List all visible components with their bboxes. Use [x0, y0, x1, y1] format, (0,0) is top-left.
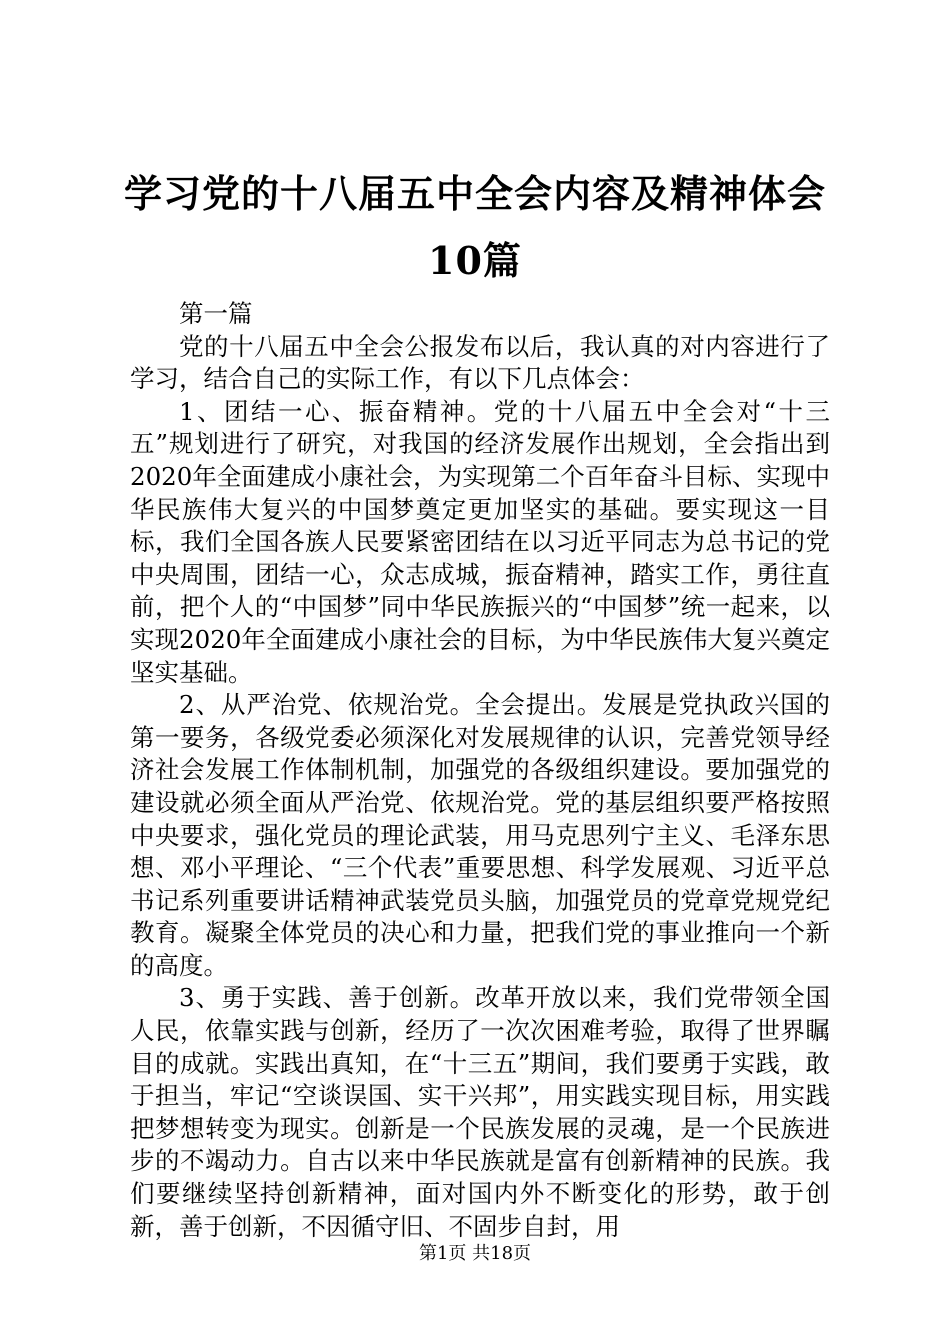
page-footer: 第1页 共18页	[418, 1243, 532, 1264]
paragraph: 3、勇于实践、善于创新。改革开放以来，我们党带领全国人民，依靠实践与创新，经历了一次次困难考验，取得了世界瞩目的成就。实践出真知，在“十三五”期间，我们要勇于实践，敢于担当，牢记“空谈误国、实干兴邦”，用实践实现目标，用实践把梦想转变为现实。创新是一个民族发展的灵魂，是一个民族进步的不竭动力。自古以来中华民族就是富有创新精神的民族。我们要继续坚持创新精神，面对国内外不断变化的形势，敢于创新，善于创新，不因循守旧、不固步自封，用	[130, 983, 830, 1241]
document-title: 学习党的十八届五中全会内容及精神体会10篇	[123, 171, 826, 283]
document-body	[130, 298, 830, 1243]
paragraph: 2、从严治党、依规治党。全会提出。发展是党执政兴国的第一要务，各级党委必须深化对发展规律的认识，完善党领导经济社会发展工作体制机制，加强党的各级组织建设。要加强党的建设就必须全面从严治党、依规治党。党的基层组织要严格按照中央要求，强化党员的理论武装，用马克思列宁主义、毛泽东思想、邓小平理论、“三个代表”重要思想、科学发展观、习近平总书记系列重要讲话精神武装党员头脑，加强党员的党章党规党纪教育。凝聚全体党员的决心和力量，把我们党的事业推向一个新的高度。	[130, 690, 830, 980]
paragraph: 1、团结一心、振奋精神。党的十八届五中全会对“十三五”规划进行了研究，对我国的经济发展作出规划，全会指出到2020年全面建成小康社会，为实现第二个百年奋斗目标、实现中华民族伟大复兴的中国梦奠定更加坚实的基础。要实现这一目标，我们全国各族人民要紧密团结在以习近平同志为总书记的党中央周围，团结一心，众志成城，振奋精神，踏实工作，勇往直前，把个人的“中国梦”同中华民族振兴的“中国梦”统一起来，以实现2020年全面建成小康社会的目标，为中华民族伟大复兴奠定坚实基础。	[130, 396, 830, 687]
paragraph: 党的十八届五中全会公报发布以后，我认真的对内容进行了学习，结合自己的实际工作，有以下几点体会：	[130, 331, 830, 394]
section-heading: 第一篇	[179, 299, 253, 328]
